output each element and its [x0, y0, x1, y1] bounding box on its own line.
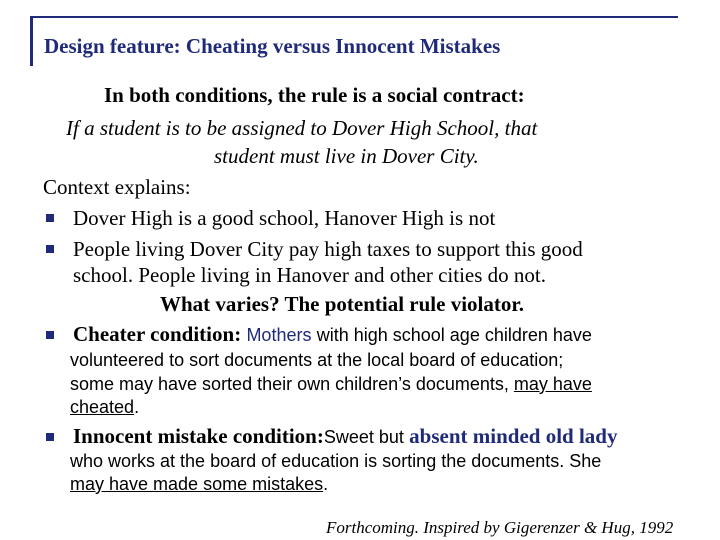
cheater-line-1 [73, 322, 592, 347]
cheater-rest: with high school age children have [316, 325, 592, 345]
cheater-line-4 [70, 397, 139, 418]
cheater-cheated: cheated [70, 397, 135, 417]
context-bullet-2-line-1: People living Dover City pay high taxes to support this good [73, 237, 583, 261]
context-bullet-1: Dover High is a good school, Hanover High is not [73, 206, 496, 230]
context-label: Context explains: [43, 175, 191, 199]
cheater-period: . [134, 397, 140, 417]
innocent-mistakes: may have made some mistakes [70, 474, 324, 494]
bullet-square-icon [46, 433, 54, 441]
innocent-period: . [323, 474, 329, 494]
intro-heading: In both conditions, the rule is a social contract: [104, 83, 525, 107]
title-horizontal-rule [30, 16, 678, 18]
context-bullet-2-line-2: school. People living in Hanover and other cities do not. [73, 263, 546, 287]
innocent-line-3 [70, 474, 328, 495]
varies-heading: What varies? The potential rule violator. [160, 292, 524, 316]
innocent-rest: Sweet but [323, 427, 404, 447]
slide-title: Design feature: Cheating versus Innocent Mistakes [44, 34, 501, 58]
cheater-label: Cheater condition: [73, 322, 242, 346]
innocent-highlight: absent minded old lady [409, 424, 618, 448]
citation: Forthcoming. Inspired by Gigerenzer & Hug, 1992 [326, 518, 674, 537]
cheater-highlight: Mothers [246, 325, 312, 345]
rule-line-2: student must live in Dover City. [214, 144, 479, 168]
innocent-label: Innocent mistake condition: [73, 424, 324, 448]
rule-line-1: If a student is to be assigned to Dover High School, that [66, 116, 538, 140]
cheater-line-3-text: some may have sorted their own children’s documents, [70, 374, 509, 394]
title-vertical-rule [30, 16, 33, 66]
innocent-line-1 [73, 424, 617, 449]
bullet-square-icon [46, 245, 54, 253]
bullet-square-icon [46, 331, 54, 339]
bullet-square-icon [46, 214, 54, 222]
title-bar [30, 16, 678, 66]
cheater-line-2: volunteered to sort documents at the local board of education; [70, 350, 564, 370]
innocent-line-2: who works at the board of education is sorting the documents. She [70, 451, 602, 471]
cheater-line-3 [70, 374, 592, 395]
cheater-may-have: may have [513, 374, 592, 394]
